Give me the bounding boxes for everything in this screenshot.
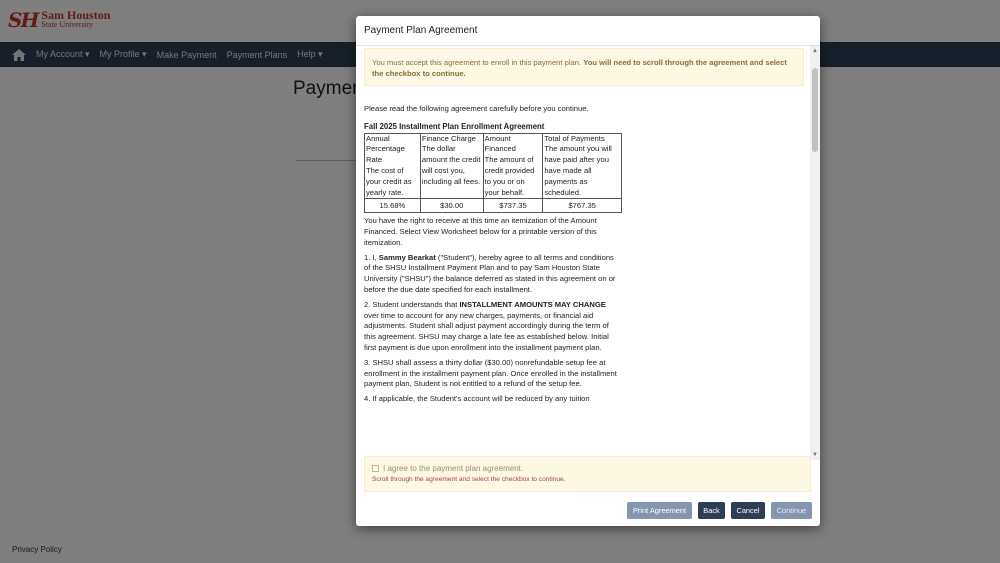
agree-label[interactable]: I agree to the payment plan agreement. — [383, 464, 524, 473]
amount-financed-cell — [483, 133, 543, 199]
cancel-button[interactable]: Cancel — [731, 502, 765, 519]
amount-financed-desc: The amount of credit provided to you or on your behalf. — [484, 155, 535, 197]
finance-charge-heading: Finance Charge — [421, 133, 476, 143]
payment-plan-agreement-modal — [356, 16, 820, 526]
agree-checkbox[interactable] — [372, 465, 379, 472]
continue-button[interactable]: Continue — [771, 502, 812, 519]
student-name: Sammy Bearkat — [378, 252, 436, 262]
finance-charge-value: $30.00 — [420, 199, 483, 213]
itemization-paragraph: You have the right to receive at this time an itemization of the Amount Financed. Select View Worksheet below for a printable version of this itemization. — [364, 216, 597, 247]
clause-2-text: over time to account for any new charges, payments, or financial aid adjustments. Student shall adjust payment accordingly during the term of this agreement. SHSU may charge a late fee as established below. Initial first payment is due upon enrollment into the installment payment plan. — [364, 310, 609, 352]
modal-footer — [356, 498, 820, 526]
alert-plain-text: You must accept this agreement to enroll in this payment plan. — [372, 58, 582, 67]
back-button[interactable]: Back — [698, 502, 725, 519]
apr-heading: Annual Percentage Rate — [366, 133, 405, 165]
agreement-intro: Please read the following agreement carefully before you continue. — [364, 104, 589, 113]
total-payments-desc: The amount you will have paid after you have made all payments as scheduled. — [544, 144, 612, 197]
alert-bold-text: You will need to scroll through the agreement and select the checkbox to continue. — [372, 58, 787, 78]
clause-4: 4. If applicable, the Student's account will be reduced by any tuition — [364, 394, 590, 404]
modal-title: Payment Plan Agreement — [364, 25, 478, 36]
apr-cell — [365, 133, 421, 199]
agree-error-note: Scroll through the agreement and select the checkbox to continue. — [372, 476, 566, 483]
clause-1-prefix: 1. I, — [364, 252, 377, 262]
finance-charge-desc: The dollar amount the credit will cost you, including all fees. — [421, 144, 481, 186]
truth-in-lending-table — [364, 133, 622, 214]
print-agreement-button[interactable]: Print Agreement — [627, 502, 692, 519]
agreement-table-title: Fall 2025 Installment Plan Enrollment Agreement — [364, 121, 545, 131]
finance-charge-cell — [420, 133, 483, 199]
agree-row — [372, 464, 803, 473]
total-payments-value: $767.35 — [543, 199, 622, 213]
agreement-scrollbar[interactable] — [810, 46, 820, 460]
clause-1-text: ("Student"), hereby agree to all terms and conditions of the SHSU Installment Payment Plan and to pay Sam Houston State University ("SHSU") the balance deferred as stated in this agreement on or before the due date specified for each installment. — [364, 252, 616, 294]
agreement-content — [364, 104, 620, 409]
clause-2-bold: INSTALLMENT AMOUNTS MAY CHANGE — [459, 299, 606, 309]
clause-2 — [364, 300, 620, 354]
apr-value: 15.68% — [365, 199, 421, 213]
scroll-warning-alert — [364, 48, 804, 86]
amount-financed-heading: Amount Financed — [484, 133, 516, 154]
scrollbar-thumb[interactable] — [812, 68, 818, 152]
scroll-down-arrow-icon[interactable]: ▼ — [812, 452, 818, 458]
clause-1 — [364, 253, 620, 296]
amount-financed-value: $737.35 — [483, 199, 543, 213]
agreement-scroll-area[interactable] — [356, 46, 820, 460]
scroll-up-arrow-icon[interactable]: ▲ — [812, 48, 818, 54]
total-payments-cell — [543, 133, 622, 199]
apr-desc: The cost of your credit as yearly rate. — [366, 165, 412, 197]
modal-header — [356, 16, 820, 46]
total-payments-heading: Total of Payments — [544, 133, 605, 143]
agreement-checkbox-alert — [364, 456, 811, 492]
clause-2-prefix: 2. Student understands that — [364, 299, 458, 309]
clause-3: 3. SHSU shall assess a thirty dollar ($30.00) nonrefundable setup fee at enrollment in the installment payment plan. Once enrolled in the installment payment plan, Student is not entitled to a refund of the setup fee. — [364, 357, 617, 389]
